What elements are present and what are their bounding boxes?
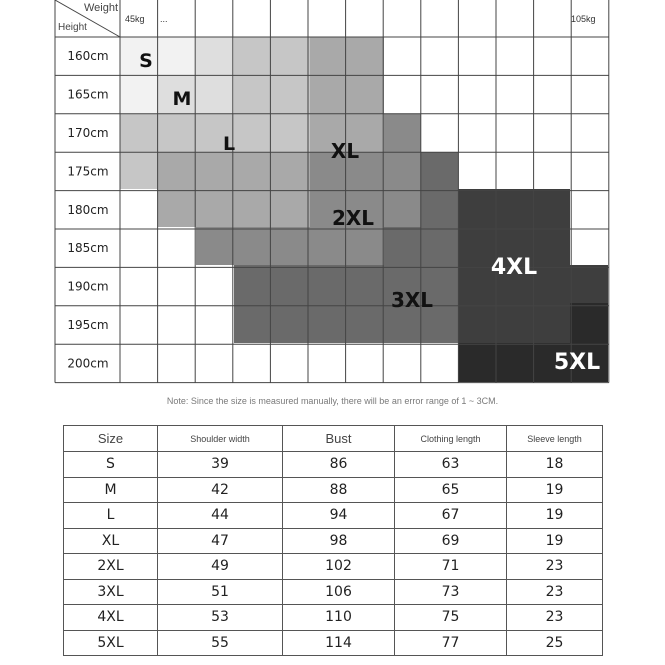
size-label-4xl: 4XL xyxy=(490,255,538,280)
cell-size: L xyxy=(64,503,158,529)
cell-sleeve-length: 25 xyxy=(507,630,603,656)
cell-clothing-length: 63 xyxy=(395,452,507,478)
cell-sleeve-length: 23 xyxy=(507,605,603,631)
cell-clothing-length: 77 xyxy=(395,630,507,656)
cell-bust: 88 xyxy=(283,477,395,503)
table-row xyxy=(64,528,603,554)
cell-size: 5XL xyxy=(64,630,158,656)
weight-label-ellipsis: ... xyxy=(160,14,168,24)
height-label: 185cm xyxy=(67,241,109,256)
cell-shoulder-width: 44 xyxy=(158,503,283,529)
header-sleeve-length: Sleeve length xyxy=(507,426,603,452)
cell-shoulder-width: 51 xyxy=(158,579,283,605)
weight-axis-label: Weight xyxy=(84,2,119,14)
size-label-5xl: 5XL xyxy=(553,350,601,375)
cell-size: 4XL xyxy=(64,605,158,631)
cell-size: XL xyxy=(64,528,158,554)
header-bust: Bust xyxy=(283,426,395,452)
header-shoulder-width: Shoulder width xyxy=(158,426,283,452)
cell-clothing-length: 73 xyxy=(395,579,507,605)
size-label-l: L xyxy=(222,133,236,155)
height-label: 180cm xyxy=(67,202,109,217)
cell-sleeve-length: 18 xyxy=(507,452,603,478)
height-label: 175cm xyxy=(67,164,109,179)
cell-clothing-length: 67 xyxy=(395,503,507,529)
size-label-2xl: 2XL xyxy=(331,206,375,230)
table-row xyxy=(64,503,603,529)
height-label: 160cm xyxy=(67,49,109,64)
table-row xyxy=(64,477,603,503)
table-header-row xyxy=(64,426,603,452)
size-label-s: S xyxy=(139,50,153,72)
header-clothing-length: Clothing length xyxy=(395,426,507,452)
cell-sleeve-length: 23 xyxy=(507,554,603,580)
cell-size: 2XL xyxy=(64,554,158,580)
height-axis-label: Height xyxy=(58,22,87,33)
height-label: 165cm xyxy=(67,87,109,102)
table-row xyxy=(64,554,603,580)
header-size: Size xyxy=(64,426,158,452)
cell-shoulder-width: 49 xyxy=(158,554,283,580)
cell-shoulder-width: 53 xyxy=(158,605,283,631)
cell-sleeve-length: 19 xyxy=(507,503,603,529)
cell-shoulder-width: 55 xyxy=(158,630,283,656)
height-label: 195cm xyxy=(67,318,109,332)
cell-bust: 114 xyxy=(283,630,395,656)
cell-size: M xyxy=(64,477,158,503)
cell-shoulder-width: 39 xyxy=(158,452,283,478)
cell-clothing-length: 65 xyxy=(395,477,507,503)
table-row xyxy=(64,452,603,478)
cell-bust: 86 xyxy=(283,452,395,478)
size-label-3xl: 3XL xyxy=(390,288,434,312)
height-label: 200cm xyxy=(67,356,109,371)
cell-sleeve-length: 19 xyxy=(507,477,603,503)
cell-bust: 106 xyxy=(283,579,395,605)
table-row xyxy=(64,630,603,656)
cell-bust: 110 xyxy=(283,605,395,631)
size-label-xl: XL xyxy=(330,139,360,163)
measurement-note: Note: Since the size is measured manually, there will be an error range of 1 ~ 3CM. xyxy=(166,396,499,406)
size-label-m: M xyxy=(172,88,192,110)
cell-clothing-length: 71 xyxy=(395,554,507,580)
cell-shoulder-width: 42 xyxy=(158,477,283,503)
height-label: 170cm xyxy=(67,126,109,140)
cell-bust: 98 xyxy=(283,528,395,554)
cell-sleeve-length: 19 xyxy=(507,528,603,554)
cell-sleeve-length: 23 xyxy=(507,579,603,605)
table-row xyxy=(64,579,603,605)
weight-label-first: 45kg xyxy=(125,14,145,24)
table-row xyxy=(64,605,603,631)
cell-size: S xyxy=(64,452,158,478)
cell-clothing-length: 75 xyxy=(395,605,507,631)
cell-clothing-length: 69 xyxy=(395,528,507,554)
cell-bust: 94 xyxy=(283,503,395,529)
cell-bust: 102 xyxy=(283,554,395,580)
cell-size: 3XL xyxy=(64,579,158,605)
cell-shoulder-width: 47 xyxy=(158,528,283,554)
height-label: 190cm xyxy=(67,279,109,294)
weight-label-last: 105kg xyxy=(571,14,596,24)
size-table xyxy=(63,425,603,656)
